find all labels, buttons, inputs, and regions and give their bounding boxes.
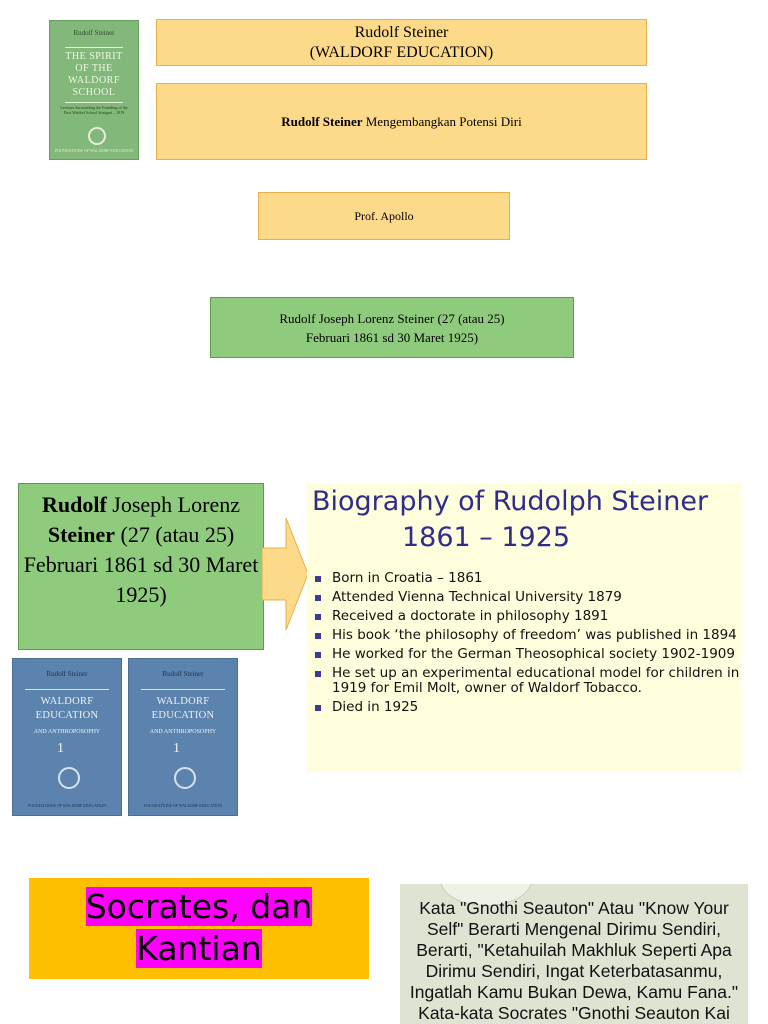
list-item: Attended Vienna Technical University 1879 <box>312 590 740 605</box>
bullet-icon <box>315 595 321 601</box>
socrates-heading <box>29 886 369 970</box>
cover-author: Rudolf Steiner <box>162 670 204 678</box>
cover-rule <box>141 689 225 690</box>
socrates-line-2: Kantian <box>136 929 262 968</box>
bullet-icon <box>315 671 321 677</box>
bullet-icon <box>315 705 321 711</box>
list-item: His book ‘the philosophy of freedom’ was published in 1894 <box>312 628 740 643</box>
list-item: Died in 1925 <box>312 700 740 715</box>
cover-rule <box>65 102 123 103</box>
cover-rule <box>25 689 109 690</box>
name-dates-box <box>210 297 574 358</box>
cover-author: Rudolf Steiner <box>46 670 88 678</box>
socrates-heading-box <box>29 878 369 979</box>
list-item: Born in Croatia – 1861 <box>312 571 740 586</box>
name-bold-last: Steiner <box>47 522 116 547</box>
cover-title: WALDORF EDUCATION <box>151 696 215 721</box>
bio-title: Biography of Rudolph Steiner <box>312 486 709 517</box>
cover-subtitle: AND ANTHROPOSOPHY <box>33 729 101 735</box>
bullet-icon <box>315 614 321 620</box>
name-line-1: Rudolf Joseph Lorenz Steiner (27 (atau 25) <box>279 311 505 326</box>
title-box <box>156 19 647 66</box>
author-box: Prof. Apollo <box>258 192 510 240</box>
list-item: He worked for the German Theosophical society 1902-1909 <box>312 647 740 662</box>
bullet-icon <box>315 652 321 658</box>
subtitle-bold: Rudolf Steiner <box>281 114 363 129</box>
name-bold-first: Rudolf <box>42 492 107 517</box>
spiral-emblem-icon <box>174 767 196 789</box>
book-cover-waldorf-education-2 <box>128 658 238 816</box>
cover-subtitle: Lectures Surrounding the Founding of the First Waldorf School Stuttgart – 1919 <box>60 105 128 115</box>
name-line-2: Februari 1861 sd 30 Maret 1925) <box>305 330 479 345</box>
cover-subtitle: AND ANTHROPOSOPHY <box>149 729 217 735</box>
title-line-2: (WALDORF EDUCATION) <box>309 44 494 61</box>
cover-publisher: FOUNDATIONS OF WALDORF EDUCATION <box>27 803 107 808</box>
name-dates: (27 (atau 25) Februari 1861 sd 30 Maret 1925) <box>23 522 259 607</box>
cover-title: WALDORF EDUCATION <box>35 696 99 721</box>
quote-image <box>400 884 748 1024</box>
arrow-right-icon <box>262 518 308 630</box>
quote-text: Kata "Gnothi Seauton" Atau "Know Your Self" Berarti Mengenal Dirimu Sendiri, Berarti, "Ketahuilah Makhluk Seperti Apa Dirimu Sendiri, Ingat Keterbatasanmu, Ingatlah Kamu Bukan Dewa, Kamu Fana." Kata-kata Socrates "Gnothi Seauton Kai <box>409 898 739 1023</box>
bio-years: 1861 – 1925 <box>402 522 571 553</box>
volume-number: 1 <box>57 741 64 756</box>
title-line-1: Rudolf Steiner <box>354 24 449 41</box>
cover-rule <box>65 47 123 48</box>
volume-number: 1 <box>173 741 180 756</box>
biography-slide <box>307 484 741 772</box>
socrates-line-1: Socrates, dan <box>85 887 313 926</box>
cover-publisher: FOUNDATIONS OF WALDORF EDUCATION <box>143 803 223 808</box>
book-cover-waldorf-education-1 <box>12 658 122 816</box>
bio-list <box>312 571 740 719</box>
bullet-icon <box>315 633 321 639</box>
spiral-emblem-icon <box>88 127 106 145</box>
cover-author: Rudolf Steiner <box>73 29 115 37</box>
cover-title: THE SPIRIT OF THE WALDORF SCHOOL <box>65 51 123 98</box>
name-middle: Joseph Lorenz <box>106 492 240 517</box>
subtitle-rest: Mengembangkan Potensi Diri <box>362 114 522 129</box>
name-dates-large-box <box>18 483 264 650</box>
bullet-icon <box>315 576 321 582</box>
list-item: Received a doctorate in philosophy 1891 <box>312 609 740 624</box>
spiral-emblem-icon <box>58 767 80 789</box>
book-cover-spirit-of-waldorf <box>49 20 139 160</box>
subtitle-box <box>156 83 647 160</box>
list-item: He set up an experimental educational model for children in 1919 for Emil Molt, owner of Waldorf Tobacco. <box>312 666 740 696</box>
cover-publisher: FOUNDATIONS OF WALDORF EDUCATION <box>54 148 134 153</box>
